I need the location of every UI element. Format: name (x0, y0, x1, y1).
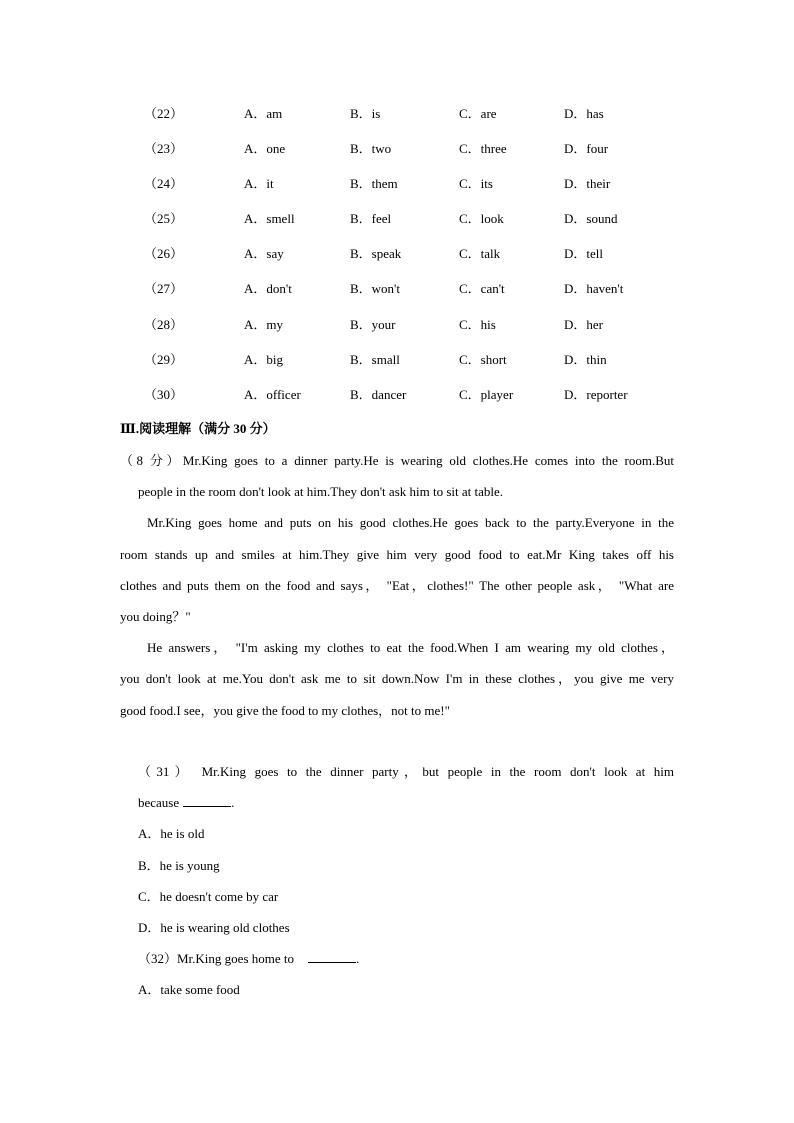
option-b: B．won't (350, 281, 401, 297)
question-31-option-b: B．he is young (138, 857, 220, 873)
question-number: （26） (144, 246, 184, 262)
option-b: B．two (350, 141, 392, 157)
option-a: A．don't (244, 281, 292, 297)
option-d: D．tell (564, 246, 603, 262)
option-a: A．big (244, 351, 284, 367)
question-number: （29） (144, 351, 184, 367)
option-c: C．its (459, 176, 493, 192)
question-32-text: （32）Mr.King goes home to (138, 951, 294, 967)
option-b: B．your (350, 316, 396, 332)
period: . (231, 795, 235, 811)
passage-line: （8 分）Mr.King goes to a dinner party.He is wearing old clothes.He comes into the room.But (120, 453, 674, 468)
option-b: B．speak (350, 246, 402, 262)
because-text: because (138, 795, 180, 811)
option-c: C．short (459, 351, 507, 367)
option-c: C．can't (459, 281, 505, 297)
question-31-option-d: D．he is wearing old clothes (138, 919, 290, 935)
question-number: （25） (144, 211, 184, 227)
option-b: B．them (350, 176, 398, 192)
reading-passage (120, 450, 674, 731)
question-31-stem-cont (138, 792, 674, 823)
option-d: D．sound (564, 211, 618, 227)
option-a: A．smell (244, 211, 295, 227)
question-number: （23） (144, 141, 184, 157)
passage-line: people in the room don't look at him.They don't ask him to sit at table. (138, 484, 504, 500)
option-d: D．their (564, 176, 611, 192)
option-c: C．three (459, 141, 507, 157)
option-a: A．my (244, 316, 284, 332)
option-c: C．talk (459, 246, 501, 262)
passage-line: Mr.King goes home and puts on his good clothes.He goes back to the party.Everyone in the (147, 515, 674, 531)
answer-blank[interactable] (308, 949, 356, 963)
option-a: A．it (244, 176, 274, 192)
option-c: C．look (459, 211, 504, 227)
option-a: A．officer (244, 386, 301, 402)
question-31-option-c: C．he doesn't come by car (138, 888, 279, 904)
section-title: Ⅲ.阅读理解（满分 30 分） (120, 421, 276, 436)
questions (138, 761, 674, 1011)
option-c: C．player (459, 386, 514, 402)
passage-line: clothes and puts them on the food and says， "Eat，clothes!" The other people ask， "What are (120, 577, 674, 593)
option-a: A．one (244, 141, 286, 157)
option-a: A．say (244, 246, 284, 262)
option-d: D．haven't (564, 281, 624, 297)
option-b: B．dancer (350, 386, 407, 402)
answer-blank[interactable] (183, 793, 231, 807)
option-d: D．reporter (564, 386, 628, 402)
question-number: （30） (144, 386, 184, 402)
option-b: B．small (350, 351, 400, 367)
option-b: B．feel (350, 211, 392, 227)
option-c: C．are (459, 106, 497, 121)
option-c: C．his (459, 316, 496, 332)
passage-line: you doing？" (120, 608, 191, 624)
question-32-option-a: A．take some food (138, 982, 240, 998)
passage-line: good food.I see，you give the food to my clothes，not to me!" (120, 702, 450, 718)
option-a: A．am (244, 106, 283, 121)
question-31-stem: （31） Mr.King goes to the dinner party，but people in the room don't look at him (138, 764, 674, 779)
option-d: D．thin (564, 351, 607, 367)
option-d: D．has (564, 106, 604, 121)
option-d: D．her (564, 316, 603, 332)
period: . (356, 951, 360, 967)
question-number: （27） (144, 281, 184, 297)
question-number: （24） (144, 176, 184, 192)
passage-line: you don't look at me.You don't ask me to sit down.Now I'm in these clothes，you give me very (120, 671, 674, 687)
option-b: B．is (350, 106, 381, 121)
question-number: （28） (144, 316, 184, 332)
option-d: D．four (564, 141, 609, 157)
question-number: （22） (144, 106, 184, 121)
question-32-stem (138, 948, 674, 979)
passage-line: room stands up and smiles at him.They give him very good food to eat.Mr King takes off his (120, 546, 674, 562)
passage-line: He answers， "I'm asking my clothes to eat the food.When I am wearing my old clothes， (147, 640, 674, 656)
question-31-option-a: A．he is old (138, 826, 205, 842)
